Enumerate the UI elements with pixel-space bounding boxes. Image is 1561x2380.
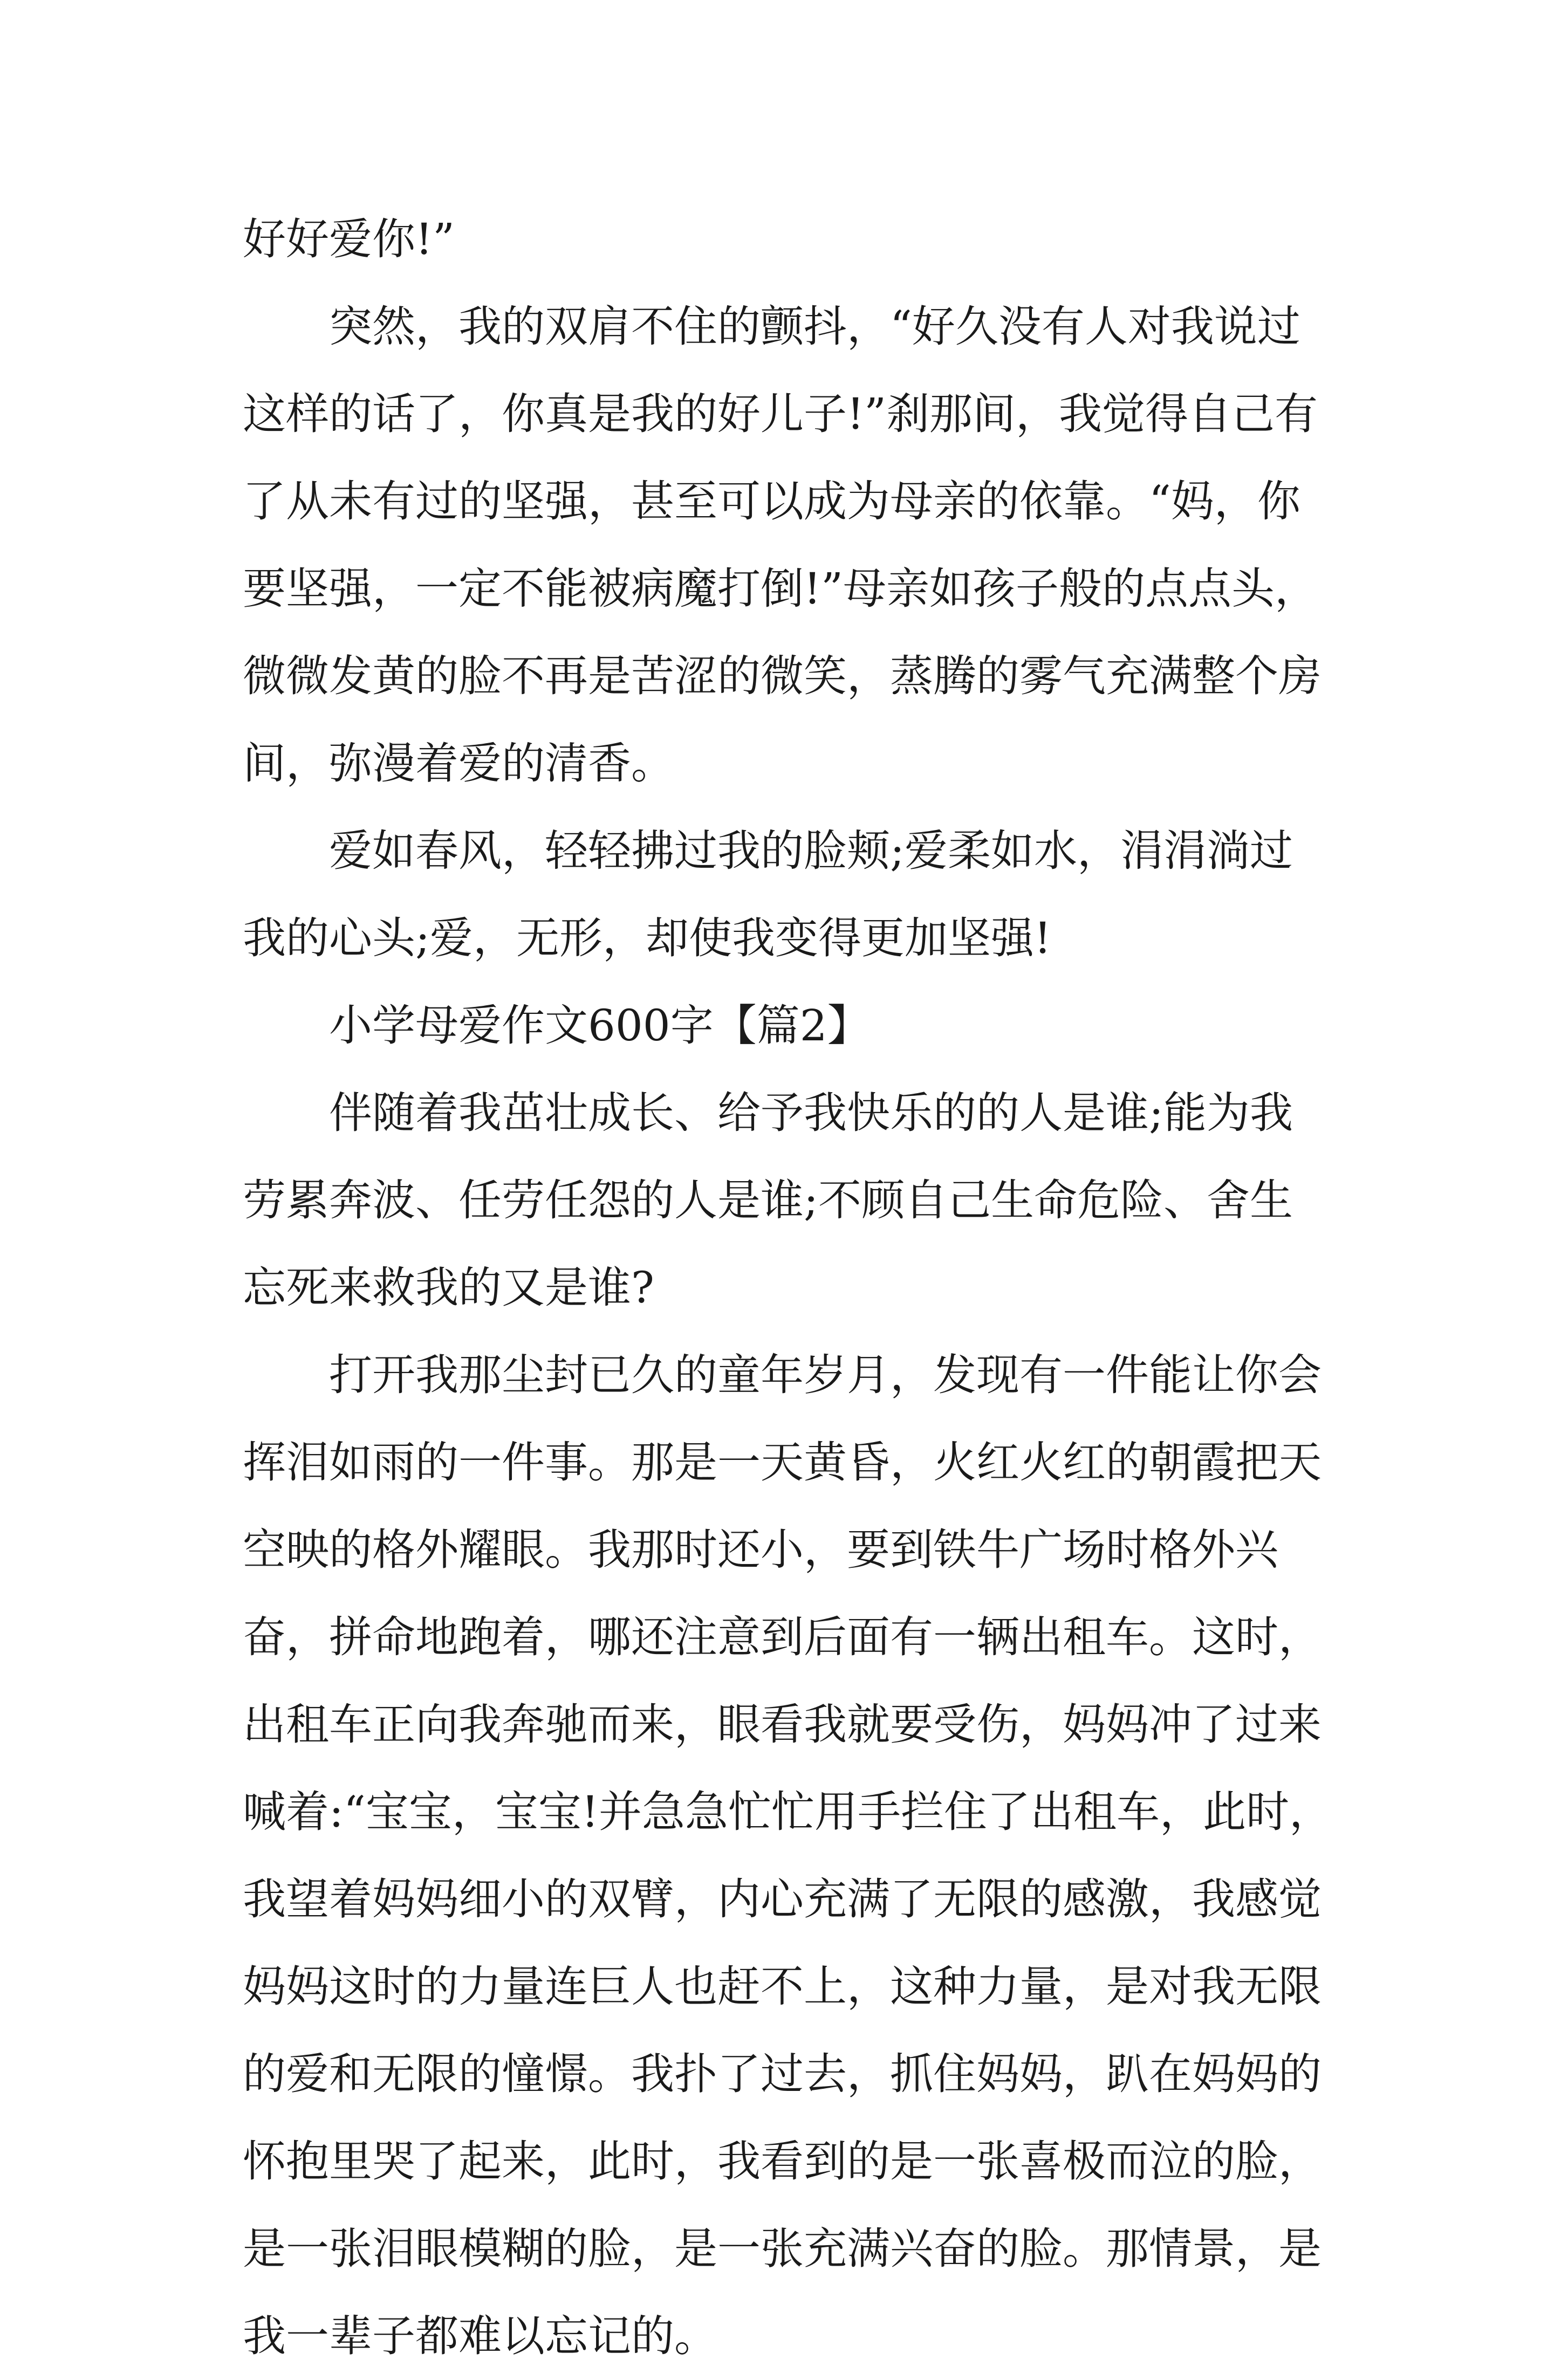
section-heading: 小学母爱作文600字【篇2】 <box>329 1000 871 1051</box>
paragraph-5: 打开我那尘封已久的童年岁月，发现有一件能让你会挥泪如雨的一件事。那是一天黄昏，火红火红的朝霞把天空映的格外耀眼。我那时还小，要到铁牛广场时格外兴奋，拼命地跑着，哪还注意到后面有一辆出租车。这时，出租车正向我奔驰而来，眼看我就要受伤，妈妈冲了过来喊着:“宝宝，宝宝!并急急忙忙用手拦住了出租车，此时，我望着妈妈细小的双臂，内心充满了无限的感激，我感觉妈妈这时的力量连巨人也赶不上，这种力量，是对我无限的爱和无限的憧憬。我扑了过去，抓住妈妈，趴在妈妈的怀抱里哭了起来，此时，我看到的是一张喜极而泣的脸，是一张泪眼模糊的脸，是一张充满兴奋的脸。那情景，是我一辈子都难以忘记的。 <box>243 1350 1332 2361</box>
paragraph-4: 伴随着我茁壮成长、给予我快乐的的人是谁;能为我劳累奔波、任劳任怨的人是谁;不顾自己生命危险、舍生忘死来救我的又是谁? <box>243 1088 1293 1313</box>
paragraph-1: 好好爱你!” <box>243 214 455 264</box>
paragraph-3: 爱如春风，轻轻拂过我的脸颊;爱柔如水，涓涓淌过我的心头;爱，无形，却使我变得更加坚强! <box>243 826 1293 963</box>
paragraph-2: 突然，我的双肩不住的颤抖，“好久没有人对我说过这样的话了，你真是我的好儿子!”刹那间，我觉得自己有了从未有过的坚强，甚至可以成为母亲的依靠。“妈，你要坚强，一定不能被病魔打倒!”母亲如孩子般的点点头，微微发黄的脸不再是苦涩的微笑，蒸腾的雾气充满整个房间，弥漫着爱的清香。 <box>243 301 1322 788</box>
document-body <box>243 196 1332 2380</box>
